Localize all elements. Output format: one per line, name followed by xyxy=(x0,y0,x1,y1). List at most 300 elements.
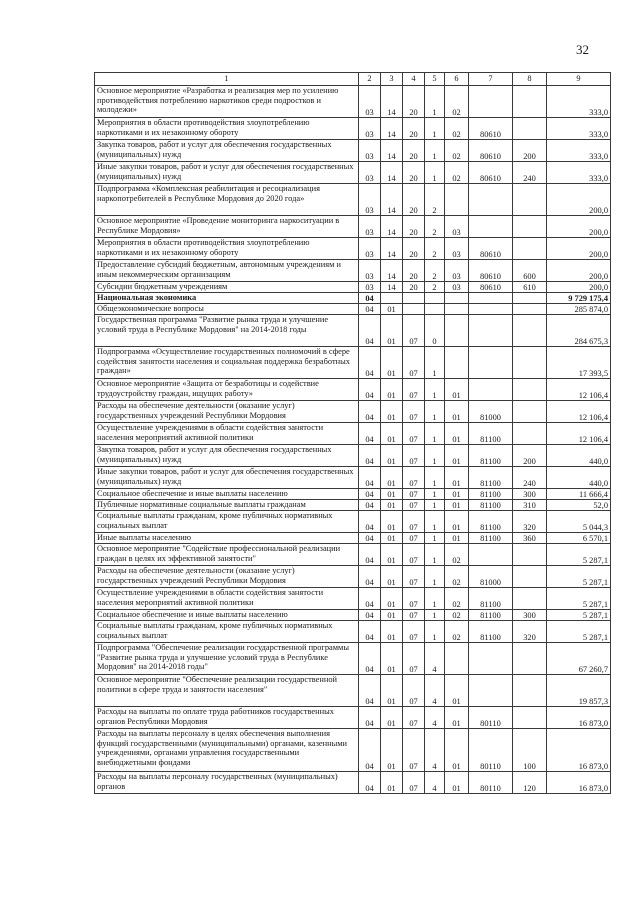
event-code-cell: 02 xyxy=(445,610,469,621)
amount-cell: 333,0 xyxy=(547,162,611,184)
table-row xyxy=(95,86,611,118)
section-code-cell: 03 xyxy=(359,86,381,118)
expense-code-cell: 81100 xyxy=(469,621,513,643)
row-name-cell: Национальная экономика xyxy=(95,293,359,304)
program-code-cell: 07 xyxy=(403,423,425,445)
section-code-cell: 03 xyxy=(359,282,381,293)
program-code-cell: 07 xyxy=(403,610,425,621)
table-header-row xyxy=(95,73,611,86)
row-name-cell: Расходы на обеспечение деятельности (оказание услуг) государственных учреждений Республики Мордовия xyxy=(95,566,359,588)
event-code-cell: 01 xyxy=(445,675,469,707)
program-code-cell: 07 xyxy=(403,511,425,533)
event-code-cell: 03 xyxy=(445,238,469,260)
subprogram-code-cell: 1 xyxy=(425,588,445,610)
program-code-cell: 20 xyxy=(403,260,425,282)
header-cell: 7 xyxy=(469,73,513,86)
amount-cell: 67 260,7 xyxy=(547,643,611,675)
event-code-cell xyxy=(445,315,469,347)
expense-code-cell: 80110 xyxy=(469,729,513,772)
program-code-cell: 07 xyxy=(403,707,425,729)
table-row xyxy=(95,643,611,675)
subprogram-code-cell: 2 xyxy=(425,282,445,293)
expense-type-cell xyxy=(513,304,547,315)
expense-type-cell xyxy=(513,238,547,260)
event-code-cell: 01 xyxy=(445,401,469,423)
subsection-code-cell: 14 xyxy=(381,118,403,140)
row-name-cell: Государственная программа "Развитие рынка труда и улучшение условий труда в Республике Мордовия" на 2014-2018 годы xyxy=(95,315,359,347)
program-code-cell: 20 xyxy=(403,118,425,140)
amount-cell: 6 570,1 xyxy=(547,533,611,544)
section-code-cell: 04 xyxy=(359,610,381,621)
subsection-code-cell: 01 xyxy=(381,533,403,544)
program-code-cell: 07 xyxy=(403,772,425,794)
table-row xyxy=(95,675,611,707)
program-code-cell: 07 xyxy=(403,379,425,401)
event-code-cell: 02 xyxy=(445,118,469,140)
section-code-cell: 04 xyxy=(359,347,381,379)
table-row xyxy=(95,500,611,511)
section-code-cell: 04 xyxy=(359,544,381,566)
amount-cell: 12 106,4 xyxy=(547,423,611,445)
event-code-cell: 02 xyxy=(445,162,469,184)
expense-type-cell xyxy=(513,184,547,216)
program-code-cell: 20 xyxy=(403,216,425,238)
table-row xyxy=(95,162,611,184)
program-code-cell: 07 xyxy=(403,467,425,489)
expense-code-cell: 81100 xyxy=(469,423,513,445)
expense-type-cell xyxy=(513,423,547,445)
expense-type-cell xyxy=(513,118,547,140)
section-code-cell: 04 xyxy=(359,304,381,315)
program-code-cell: 20 xyxy=(403,140,425,162)
program-code-cell: 20 xyxy=(403,86,425,118)
subprogram-code-cell: 1 xyxy=(425,533,445,544)
subprogram-code-cell: 1 xyxy=(425,489,445,500)
row-name-cell: Публичные нормативные социальные выплаты гражданам xyxy=(95,500,359,511)
program-code-cell: 07 xyxy=(403,729,425,772)
amount-cell: 200,0 xyxy=(547,282,611,293)
table-row xyxy=(95,304,611,315)
row-name-cell: Основное мероприятие "Содействие профессиональной реализации граждан в целях их эффективной занятости" xyxy=(95,544,359,566)
event-code-cell xyxy=(445,347,469,379)
amount-cell: 19 857,3 xyxy=(547,675,611,707)
subsection-code-cell: 01 xyxy=(381,643,403,675)
row-name-cell: Расходы на выплаты персоналу в целях обеспечения выполнения функций государственными (муниципальными) органами, казенными учреждениями, органами управления государственными внебюджетными фондами xyxy=(95,729,359,772)
section-code-cell: 04 xyxy=(359,566,381,588)
expense-code-cell: 80110 xyxy=(469,707,513,729)
subprogram-code-cell: 1 xyxy=(425,86,445,118)
subsection-code-cell: 01 xyxy=(381,544,403,566)
subsection-code-cell: 14 xyxy=(381,86,403,118)
header-cell: 8 xyxy=(513,73,547,86)
event-code-cell: 01 xyxy=(445,489,469,500)
amount-cell: 16 873,0 xyxy=(547,707,611,729)
section-code-cell: 03 xyxy=(359,260,381,282)
table-row xyxy=(95,260,611,282)
expense-code-cell: 80610 xyxy=(469,260,513,282)
expense-code-cell xyxy=(469,643,513,675)
section-code-cell: 04 xyxy=(359,423,381,445)
subprogram-code-cell: 4 xyxy=(425,643,445,675)
table-row xyxy=(95,707,611,729)
expense-code-cell: 81100 xyxy=(469,445,513,467)
subprogram-code-cell: 1 xyxy=(425,544,445,566)
event-code-cell: 03 xyxy=(445,282,469,293)
event-code-cell: 01 xyxy=(445,423,469,445)
amount-cell: 200,0 xyxy=(547,216,611,238)
subsection-code-cell: 01 xyxy=(381,423,403,445)
expense-code-cell: 81100 xyxy=(469,588,513,610)
event-code-cell: 01 xyxy=(445,511,469,533)
header-cell: 3 xyxy=(381,73,403,86)
subsection-code-cell: 01 xyxy=(381,610,403,621)
row-name-cell: Расходы на обеспечение деятельности (оказание услуг) государственных учреждений Республики Мордовия xyxy=(95,401,359,423)
row-name-cell: Подпрограмма «Осуществление государственных полномочий в сфере содействия занятости населения и социальная поддержка безработных граждан» xyxy=(95,347,359,379)
row-name-cell: Закупка товаров, работ и услуг для обеспечения государственных (муниципальных) нужд xyxy=(95,445,359,467)
expense-type-cell: 310 xyxy=(513,500,547,511)
expense-type-cell: 200 xyxy=(513,445,547,467)
section-code-cell: 04 xyxy=(359,707,381,729)
amount-cell: 440,0 xyxy=(547,467,611,489)
expense-code-cell: 80610 xyxy=(469,118,513,140)
event-code-cell xyxy=(445,293,469,304)
subprogram-code-cell: 2 xyxy=(425,260,445,282)
section-code-cell: 04 xyxy=(359,489,381,500)
event-code-cell: 01 xyxy=(445,500,469,511)
row-name-cell: Осуществление учреждениями в области содействия занятости населения мероприятий активной политики xyxy=(95,588,359,610)
row-name-cell: Закупка товаров, работ и услуг для обеспечения государственных (муниципальных) нужд xyxy=(95,140,359,162)
row-name-cell: Основное мероприятие «Проведение мониторинга наркоситуации в Республике Мордовия» xyxy=(95,216,359,238)
event-code-cell: 03 xyxy=(445,216,469,238)
event-code-cell xyxy=(445,643,469,675)
expense-code-cell: 80110 xyxy=(469,772,513,794)
subprogram-code-cell: 1 xyxy=(425,566,445,588)
subsection-code-cell: 01 xyxy=(381,379,403,401)
amount-cell: 5 287,1 xyxy=(547,621,611,643)
expense-code-cell: 81100 xyxy=(469,610,513,621)
expense-type-cell xyxy=(513,216,547,238)
section-code-cell: 04 xyxy=(359,293,381,304)
subprogram-code-cell: 1 xyxy=(425,511,445,533)
subsection-code-cell: 01 xyxy=(381,445,403,467)
row-name-cell: Основное мероприятие «Разработка и реализация мер по усилению противодействия потреблению наркотиков среди подростков и молодежи» xyxy=(95,86,359,118)
subprogram-code-cell: 1 xyxy=(425,467,445,489)
program-code-cell: 07 xyxy=(403,588,425,610)
program-code-cell: 07 xyxy=(403,401,425,423)
expense-type-cell xyxy=(513,293,547,304)
program-code-cell: 20 xyxy=(403,238,425,260)
subprogram-code-cell: 4 xyxy=(425,772,445,794)
subsection-code-cell: 01 xyxy=(381,621,403,643)
table-row xyxy=(95,315,611,347)
expense-type-cell xyxy=(513,401,547,423)
amount-cell: 200,0 xyxy=(547,238,611,260)
expense-type-cell: 240 xyxy=(513,467,547,489)
program-code-cell: 07 xyxy=(403,544,425,566)
table-row xyxy=(95,282,611,293)
table-row xyxy=(95,566,611,588)
subsection-code-cell: 01 xyxy=(381,315,403,347)
amount-cell: 16 873,0 xyxy=(547,729,611,772)
expense-type-cell xyxy=(513,86,547,118)
expense-code-cell xyxy=(469,216,513,238)
amount-cell: 333,0 xyxy=(547,118,611,140)
subsection-code-cell: 14 xyxy=(381,184,403,216)
subsection-code-cell: 01 xyxy=(381,304,403,315)
expense-type-cell: 240 xyxy=(513,162,547,184)
section-code-cell: 04 xyxy=(359,621,381,643)
header-cell: 5 xyxy=(425,73,445,86)
page-number: 32 xyxy=(576,42,589,57)
program-code-cell xyxy=(403,293,425,304)
event-code-cell: 01 xyxy=(445,533,469,544)
event-code-cell: 01 xyxy=(445,379,469,401)
amount-cell: 5 287,1 xyxy=(547,588,611,610)
table-row xyxy=(95,511,611,533)
event-code-cell: 02 xyxy=(445,140,469,162)
amount-cell: 440,0 xyxy=(547,445,611,467)
event-code-cell: 02 xyxy=(445,566,469,588)
section-code-cell: 03 xyxy=(359,118,381,140)
row-name-cell: Мероприятия в области противодействия злоупотреблению наркотиками и их незаконному обороту xyxy=(95,238,359,260)
subprogram-code-cell: 1 xyxy=(425,118,445,140)
expense-type-cell: 120 xyxy=(513,772,547,794)
row-name-cell: Социальные выплаты гражданам, кроме публичных нормативных социальных выплат xyxy=(95,621,359,643)
subsection-code-cell: 01 xyxy=(381,489,403,500)
subprogram-code-cell: 1 xyxy=(425,500,445,511)
program-code-cell: 07 xyxy=(403,566,425,588)
subsection-code-cell: 14 xyxy=(381,162,403,184)
amount-cell: 333,0 xyxy=(547,86,611,118)
subsection-code-cell: 14 xyxy=(381,216,403,238)
row-name-cell: Мероприятия в области противодействия злоупотреблению наркотиками и их незаконному обороту xyxy=(95,118,359,140)
table-row xyxy=(95,238,611,260)
expense-code-cell xyxy=(469,544,513,566)
expense-type-cell: 610 xyxy=(513,282,547,293)
subprogram-code-cell: 1 xyxy=(425,610,445,621)
event-code-cell: 02 xyxy=(445,588,469,610)
expense-type-cell: 100 xyxy=(513,729,547,772)
table-row xyxy=(95,772,611,794)
amount-cell: 5 287,1 xyxy=(547,544,611,566)
amount-cell: 333,0 xyxy=(547,140,611,162)
expense-type-cell xyxy=(513,544,547,566)
subsection-code-cell xyxy=(381,293,403,304)
subprogram-code-cell: 1 xyxy=(425,162,445,184)
table-row xyxy=(95,347,611,379)
expense-code-cell xyxy=(469,675,513,707)
section-code-cell: 04 xyxy=(359,643,381,675)
subprogram-code-cell: 1 xyxy=(425,347,445,379)
table-row xyxy=(95,184,611,216)
table-row xyxy=(95,445,611,467)
program-code-cell: 07 xyxy=(403,643,425,675)
expense-type-cell xyxy=(513,675,547,707)
event-code-cell xyxy=(445,304,469,315)
row-name-cell: Осуществление учреждениями в области содействия занятости населения мероприятий активной политики xyxy=(95,423,359,445)
header-cell: 9 xyxy=(547,73,611,86)
event-code-cell: 01 xyxy=(445,707,469,729)
section-code-cell: 04 xyxy=(359,315,381,347)
section-code-cell: 04 xyxy=(359,588,381,610)
expense-code-cell xyxy=(469,315,513,347)
expense-code-cell xyxy=(469,86,513,118)
table-row xyxy=(95,293,611,304)
expense-type-cell xyxy=(513,315,547,347)
expense-type-cell: 600 xyxy=(513,260,547,282)
amount-cell: 52,0 xyxy=(547,500,611,511)
program-code-cell: 20 xyxy=(403,282,425,293)
subsection-code-cell: 01 xyxy=(381,729,403,772)
row-name-cell: Социальные выплаты гражданам, кроме публичных нормативных социальных выплат xyxy=(95,511,359,533)
subsection-code-cell: 14 xyxy=(381,238,403,260)
table-row xyxy=(95,423,611,445)
expense-type-cell: 200 xyxy=(513,140,547,162)
section-code-cell: 04 xyxy=(359,772,381,794)
program-code-cell: 07 xyxy=(403,533,425,544)
expense-code-cell: 81000 xyxy=(469,566,513,588)
amount-cell: 9 729 175,4 xyxy=(547,293,611,304)
subsection-code-cell: 01 xyxy=(381,566,403,588)
budget-table xyxy=(94,72,611,794)
subprogram-code-cell xyxy=(425,293,445,304)
program-code-cell xyxy=(403,304,425,315)
event-code-cell: 01 xyxy=(445,729,469,772)
table-row xyxy=(95,544,611,566)
expense-code-cell xyxy=(469,184,513,216)
table-row xyxy=(95,401,611,423)
event-code-cell: 01 xyxy=(445,445,469,467)
expense-code-cell: 80610 xyxy=(469,238,513,260)
expense-code-cell xyxy=(469,347,513,379)
table-row xyxy=(95,610,611,621)
program-code-cell: 07 xyxy=(403,500,425,511)
section-code-cell: 04 xyxy=(359,401,381,423)
expense-code-cell xyxy=(469,293,513,304)
section-code-cell: 04 xyxy=(359,467,381,489)
amount-cell: 5 287,1 xyxy=(547,566,611,588)
expense-type-cell: 320 xyxy=(513,511,547,533)
subsection-code-cell: 01 xyxy=(381,772,403,794)
amount-cell: 12 106,4 xyxy=(547,379,611,401)
section-code-cell: 04 xyxy=(359,511,381,533)
subprogram-code-cell: 1 xyxy=(425,445,445,467)
header-cell: 2 xyxy=(359,73,381,86)
table-row xyxy=(95,118,611,140)
header-cell: 4 xyxy=(403,73,425,86)
amount-cell: 12 106,4 xyxy=(547,401,611,423)
program-code-cell: 07 xyxy=(403,347,425,379)
expense-type-cell xyxy=(513,588,547,610)
subsection-code-cell: 01 xyxy=(381,588,403,610)
section-code-cell: 03 xyxy=(359,184,381,216)
subsection-code-cell: 14 xyxy=(381,282,403,293)
subsection-code-cell: 01 xyxy=(381,707,403,729)
program-code-cell: 07 xyxy=(403,489,425,500)
subprogram-code-cell: 1 xyxy=(425,621,445,643)
subsection-code-cell: 01 xyxy=(381,347,403,379)
table-row xyxy=(95,621,611,643)
program-code-cell: 07 xyxy=(403,315,425,347)
section-code-cell: 04 xyxy=(359,445,381,467)
amount-cell: 17 393,5 xyxy=(547,347,611,379)
subprogram-code-cell: 2 xyxy=(425,238,445,260)
section-code-cell: 04 xyxy=(359,675,381,707)
row-name-cell: Основное мероприятие «Защита от безработицы и содействие трудоустройству граждан, ищущих работу» xyxy=(95,379,359,401)
row-name-cell: Субсидии бюджетным учреждениям xyxy=(95,282,359,293)
header-cell: 6 xyxy=(445,73,469,86)
row-name-cell: Социальное обеспечение и иные выплаты населению xyxy=(95,489,359,500)
table-row xyxy=(95,140,611,162)
section-code-cell: 03 xyxy=(359,238,381,260)
subprogram-code-cell: 4 xyxy=(425,729,445,772)
subprogram-code-cell xyxy=(425,304,445,315)
subprogram-code-cell: 0 xyxy=(425,315,445,347)
amount-cell: 284 675,3 xyxy=(547,315,611,347)
row-name-cell: Предоставление субсидий бюджетным, автономным учреждениям и иным некоммерческим организациям xyxy=(95,260,359,282)
program-code-cell: 20 xyxy=(403,184,425,216)
expense-type-cell xyxy=(513,707,547,729)
program-code-cell: 20 xyxy=(403,162,425,184)
row-name-cell: Подпрограмма «Комплексная реабилитация и ресоциализация наркопотребителей в Республике Мордовия до 2020 года» xyxy=(95,184,359,216)
row-name-cell: Социальное обеспечение и иные выплаты населению xyxy=(95,610,359,621)
subprogram-code-cell: 2 xyxy=(425,184,445,216)
section-code-cell: 04 xyxy=(359,533,381,544)
event-code-cell: 02 xyxy=(445,544,469,566)
expense-code-cell xyxy=(469,304,513,315)
subsection-code-cell: 01 xyxy=(381,675,403,707)
table-row xyxy=(95,533,611,544)
amount-cell: 200,0 xyxy=(547,184,611,216)
expense-type-cell: 320 xyxy=(513,621,547,643)
expense-code-cell: 80610 xyxy=(469,140,513,162)
program-code-cell: 07 xyxy=(403,621,425,643)
expense-code-cell: 81100 xyxy=(469,489,513,500)
subprogram-code-cell: 1 xyxy=(425,379,445,401)
expense-code-cell: 81000 xyxy=(469,401,513,423)
expense-code-cell: 80610 xyxy=(469,162,513,184)
amount-cell: 11 666,4 xyxy=(547,489,611,500)
subsection-code-cell: 14 xyxy=(381,260,403,282)
header-cell: 1 xyxy=(95,73,359,86)
expense-type-cell: 300 xyxy=(513,489,547,500)
section-code-cell: 03 xyxy=(359,216,381,238)
table-row xyxy=(95,216,611,238)
amount-cell: 285 874,0 xyxy=(547,304,611,315)
event-code-cell: 02 xyxy=(445,621,469,643)
subsection-code-cell: 01 xyxy=(381,511,403,533)
amount-cell: 16 873,0 xyxy=(547,772,611,794)
amount-cell: 5 044,3 xyxy=(547,511,611,533)
amount-cell: 200,0 xyxy=(547,260,611,282)
row-name-cell: Расходы на выплаты по оплате труда работников государственных органов Республики Мордовия xyxy=(95,707,359,729)
expense-type-cell xyxy=(513,643,547,675)
subsection-code-cell: 01 xyxy=(381,500,403,511)
table-row xyxy=(95,489,611,500)
row-name-cell: Иные выплаты населению xyxy=(95,533,359,544)
event-code-cell: 01 xyxy=(445,772,469,794)
row-name-cell: Подпрограмма "Обеспечение реализации государственной программы "Развитие рынка труда и улучшение условий труда в Республике Мордовия" на 2014-2018 годы" xyxy=(95,643,359,675)
table-row xyxy=(95,588,611,610)
row-name-cell: Основное мероприятие "Обеспечение реализации государственной политики в сфере труда и занятости населения" xyxy=(95,675,359,707)
expense-code-cell: 81100 xyxy=(469,500,513,511)
event-code-cell: 02 xyxy=(445,86,469,118)
section-code-cell: 03 xyxy=(359,140,381,162)
expense-type-cell: 360 xyxy=(513,533,547,544)
table-row xyxy=(95,379,611,401)
subprogram-code-cell: 1 xyxy=(425,423,445,445)
event-code-cell: 03 xyxy=(445,260,469,282)
